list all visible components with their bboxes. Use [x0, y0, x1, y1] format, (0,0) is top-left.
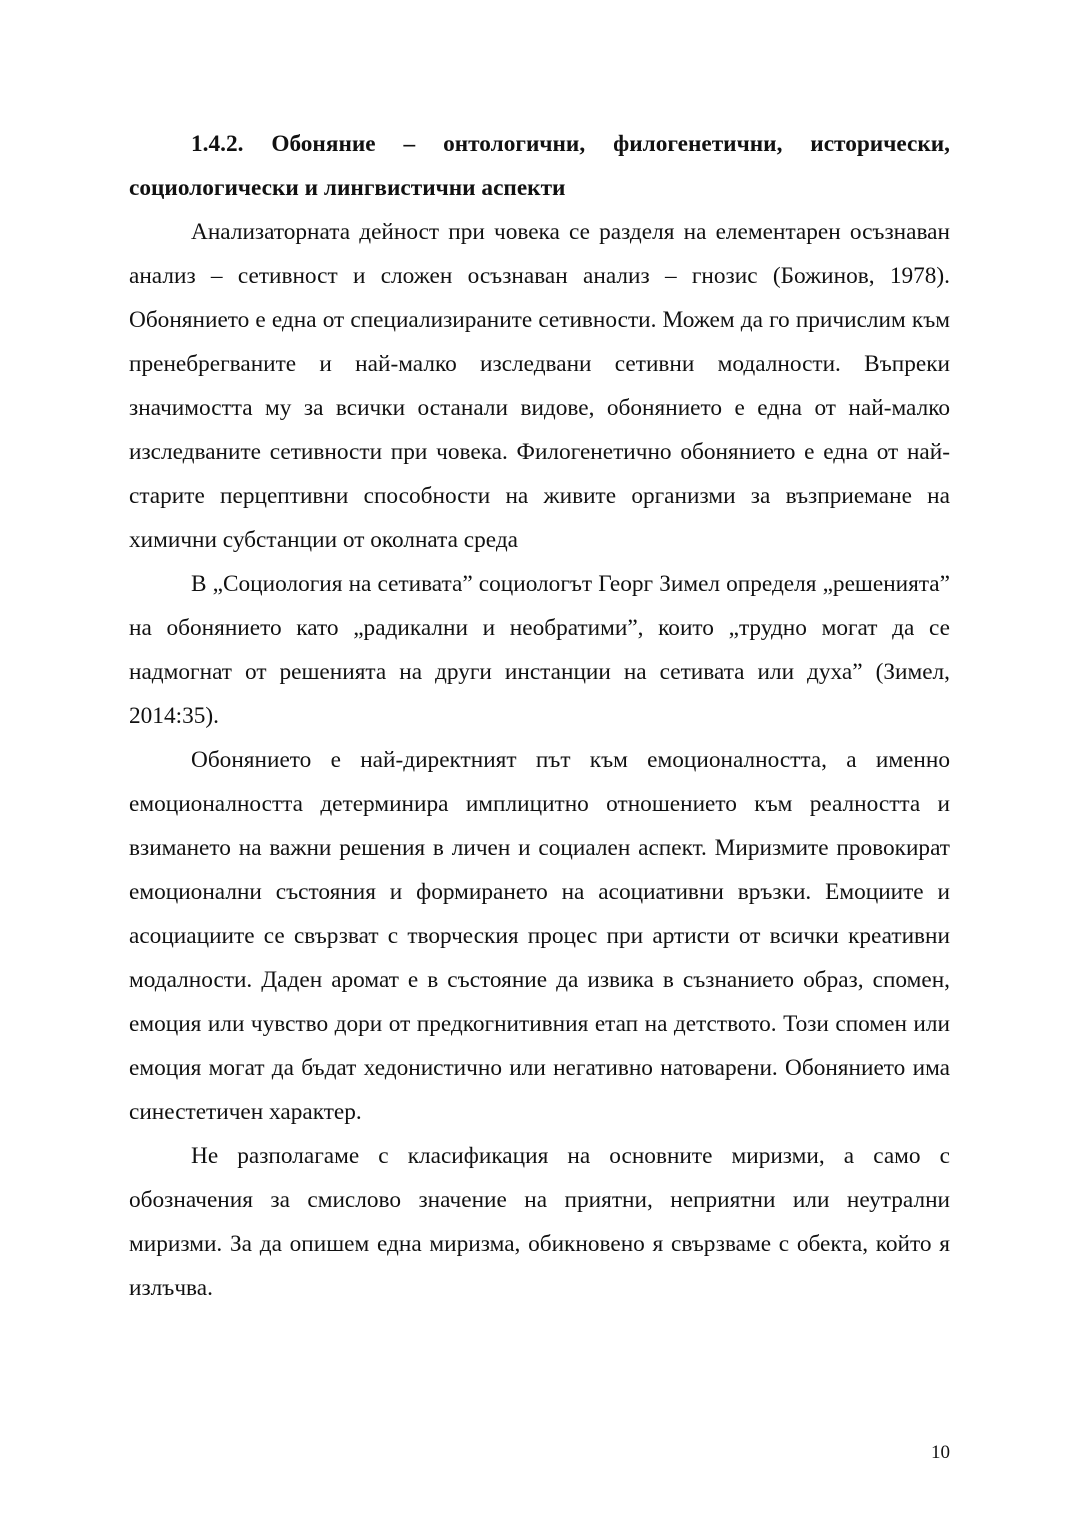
page-number: 10: [931, 1442, 950, 1463]
page-content: [129, 122, 950, 1310]
paragraph-3: Обонянието е най-директният път към емоционалността, а именно емоционалността детерминира имплицитно отношението към реалността и взимането на важни решения в личен и социален аспект. Миризмите провокират емоционални състояния и формирането на асоциативни връзки. Емоциите и асоциациите се свързват с творческия процес при артисти от всички креативни модалности. Даден аромат е в състояние да извика в съзнанието образ, спомен, емоция или чувство дори от предкогнитивния етап на детството. Този спомен или емоция могат да бъдат хедонистично или негативно натоварени. Обонянието има синестетичен характер.: [129, 747, 950, 1125]
paragraph-1: Анализаторната дейност при човека се разделя на елементарен осъзнаван анализ – сетивност и сложен осъзнаван анализ – гнозис (Божинов, 1978). Обонянието е една от специализираните сетивности. Можем да го причислим към пренебрегваните и най-малко изследвани сетивни модалности. Въпреки значимостта му за всички останали видове, обонянието е една от най-малко изследваните сетивности при човека. Филогенетично обонянието е една от най-старите перцептивни способности на живите организми за възприемане на химични субстанции от околната среда: [129, 219, 950, 553]
section-heading: 1.4.2. Обоняние – онтологични, филогенетични, исторически, социологически и лингвистични аспекти: [129, 131, 950, 201]
paragraph-4: Не разполагаме с класификация на основните миризми, а само с обозначения за смислово значение на приятни, неприятни или неутрални миризми. За да опишем една миризма, обикновено я свързваме с обекта, който я излъчва.: [129, 1143, 950, 1301]
paragraph-2: В „Социология на сетивата” социологът Георг Зимел определя „решенията” на обонянието като „радикални и необратими”, които „трудно могат да се надмогнат от решенията на други инстанции на сетивата или духа” (Зимел, 2014:35).: [129, 571, 950, 729]
